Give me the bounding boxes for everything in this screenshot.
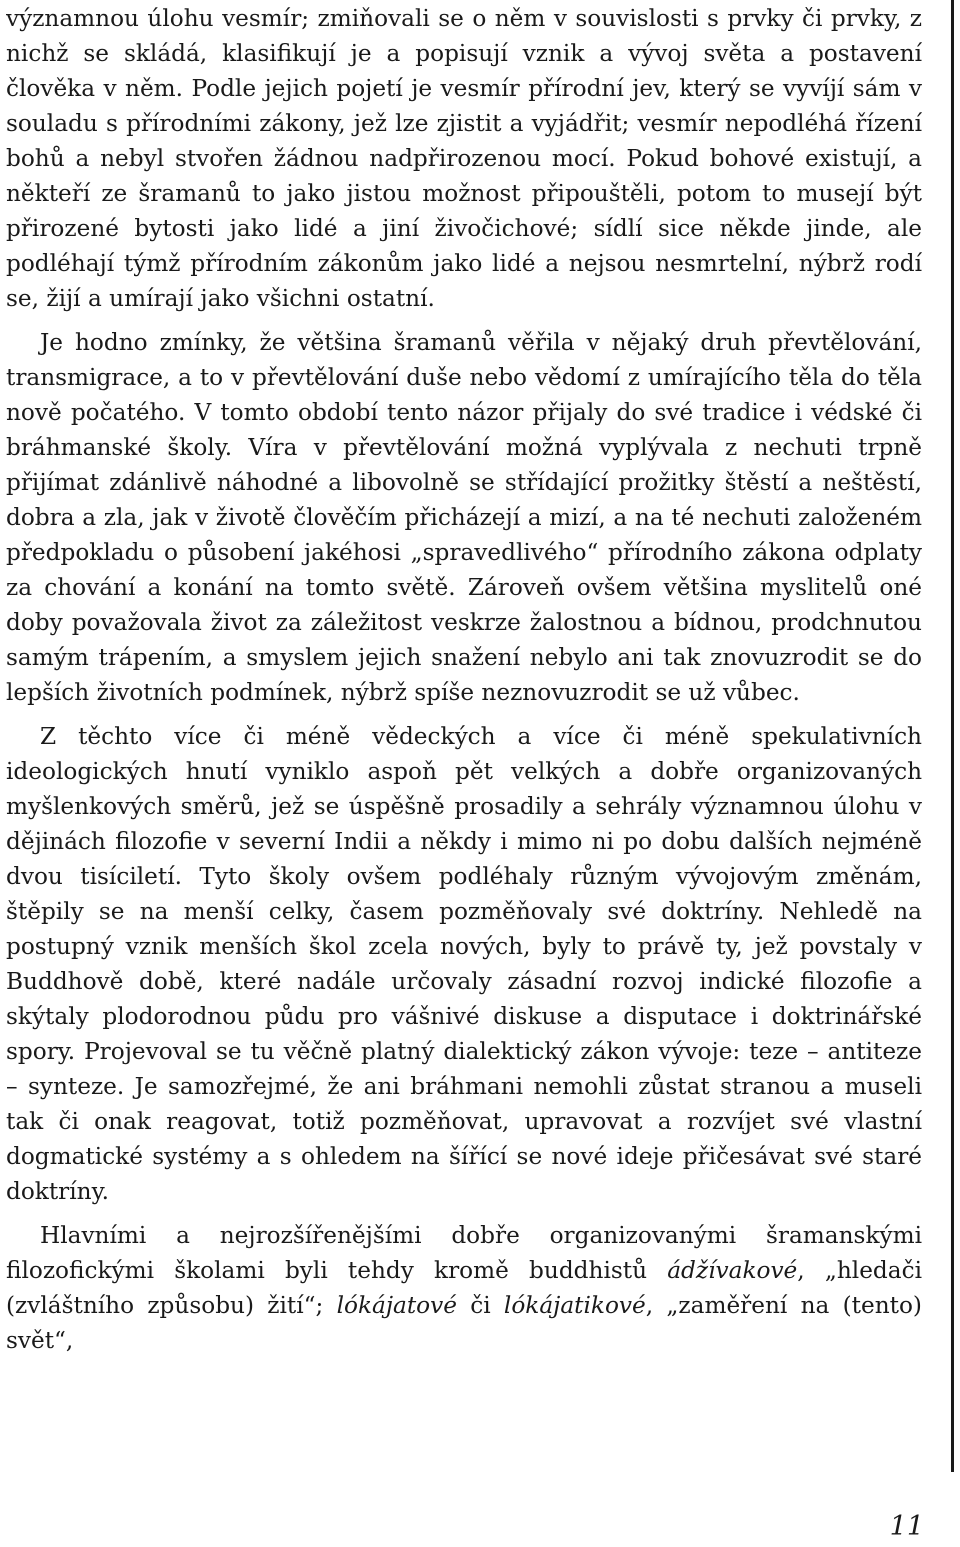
paragraph-2 [6,325,922,710]
term-lokajatove: lókájatové [336,1292,457,1319]
margin-rule [951,0,954,1472]
term-adzivakove: ádžívakové [667,1257,798,1284]
paragraph-4-text-a: Hlavními a nejrozšířenějšími dobře organizovanými šramanskými filozofickými školami byli tehdy kromě buddhistů [6,1222,922,1284]
paragraph-3-text: Z těchto více či méně vědeckých a více či méně spekulativních ideologických hnutí vyniklo aspoň pět velkých a dobře organizovaných myšlenkových směrů, jež se úspěšně prosadily a sehrály významnou úlohu v dějinách filozofie v severní Indii a někdy i mimo ni po dobu dalších nejméně dvou tisíciletí. Tyto školy ovšem podléhaly různým vývojovým změnám, štěpily se na menší celky, časem pozměňovaly své doktríny. Nehledě na postupný vznik menších škol zcela nových, byly to právě ty, jež povstaly v Buddhově době, které nadále určovaly zásadní rozvoj indické filozofie a skýtaly plodorodnou půdu pro vášnivé diskuse a disputace i doktrinářské spory. Projevoval se tu věčně platný dialektický zákon vývoje: teze – antiteze – synteze. Je samozřejmé, že ani bráhmani nemohli zůstat stranou a museli tak či onak reagovat, totiž pozměňovat, upravovat a rozvíjet své vlastní dogmatické systémy a s ohledem na šířící se nové ideje přičesávat své staré doktríny. [6,723,922,1205]
paragraph-3 [6,719,922,1209]
paragraph-1-text: významnou úlohu vesmír; zmiňovali se o něm v souvislosti s prvky či prvky, z nichž se skládá, klasifikují je a popisují vznik a vývoj světa a postavení člověka v něm. Podle jejich pojetí je vesmír přírodní jev, který se vyvíjí sám v souladu s přírodními zákony, jež lze zjistit a vyjádřit; vesmír nepodléhá řízení bohů a nebyl stvořen žádnou nadpřirozenou mocí. Pokud bohové existují, a někteří ze šramanů to jako jistou možnost připouštěli, potom to musejí být přirozené bytosti jako lidé a jiní živočichové; sídlí sice někde jinde, ale podléhají týmž přírodním zákonům jako lidé a nejsou nesmrtelní, nýbrž rodí se, žijí a umírají jako všichni ostatní. [6,5,922,312]
page-number: 11 [889,1511,924,1542]
paragraph-4-text-c: či [456,1292,504,1319]
paragraph-2-text: Je hodno zmínky, že většina šramanů věřila v nějaký druh převtělování, transmigrace, a to v převtělování duše nebo vědomí z umírajícího těla do těla nově počatého. V tomto období tento názor přijaly do své tradice i védské či bráhmanské školy. Víra v převtělování možná vyplývala z nechuti trpně přijímat zdánlivě náhodné a libovolně se střídající prožitky štěstí a neštěstí, dobra a zla, jak v životě člověčím přicházejí a mizí, a na té nechuti založeném předpokladu o působení jakéhosi „spravedlivého“ přírodního zákona odplaty za chování a konání na tomto světě. Zároveň ovšem většina myslitelů oné doby považovala život za záležitost veskrze žalostnou a bídnou, prodchnutou samým trápením, a smyslem jejich snažení nebylo ani tak znovuzrodit se do lepších životních podmínek, nýbrž spíše neznovuzrodit se už vůbec. [6,329,922,706]
paragraph-4-text-d: , „zaměření na (tento) svět“, [6,1292,922,1354]
term-lokajatikove: lókájatikové [503,1292,646,1319]
body-text [6,0,922,1478]
paragraph-4-text-b: , „hledači (zvláštního způsobu) žití“; [6,1257,922,1319]
paragraph-1 [6,1,922,316]
paragraph-4 [6,1218,922,1358]
